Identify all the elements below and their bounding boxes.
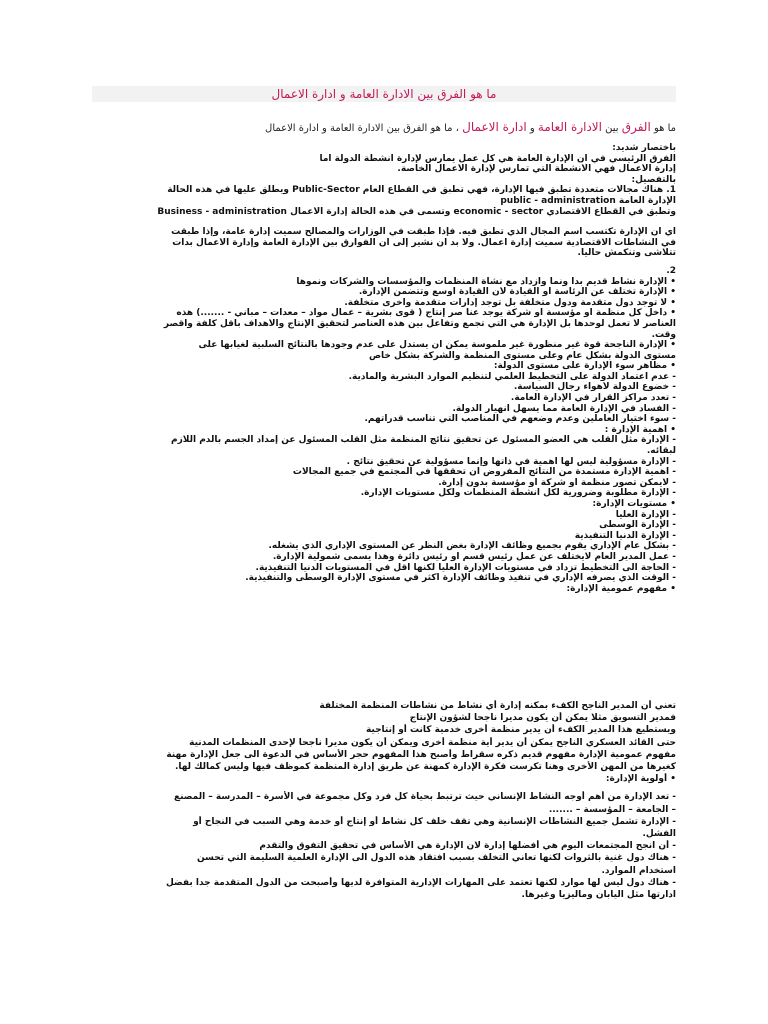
text-line: - الوقت الذي يصرفه الإداري في تنفيذ وظائف الإدارة أكثر في مستوى الإدارة الوسطى والتنفيذية. (245, 573, 676, 584)
text-line: استخدام الموارد. (601, 865, 676, 876)
subtitle (92, 120, 676, 136)
text-line: • أهمية الإدارة : (604, 424, 676, 435)
text-line: ادارتها مثل اليابان وماليزيا وغيرها. (521, 890, 676, 901)
text-line: - الإدارة الدنيا التنفيذية (574, 530, 676, 541)
text-line: - تعدد مراكز القرار في الإدارة العامة. (510, 393, 676, 404)
text-line: • لا توجد دول متقدمة ودول متخلفة بل توجد إدارات متقدمة وأخرى متخلفة. (344, 297, 676, 308)
section-naming (92, 227, 676, 259)
text-line: حتى القائد العسكري الناجح يمكن أن يدير أية منظمة أخرى ويمكن أن يكون مديرا ناجحا لإحدى المنظمات المدنية (189, 737, 676, 748)
section-details (92, 266, 676, 594)
text-line: - الإدارة العليا (615, 509, 676, 520)
text-line: مستوى الدولة بشكل عام وعلى مستوى المنظمة والشركة بشكل خاص (368, 350, 676, 361)
text-line: - أن انجح المجتمعات اليوم هي أفضلها إدارة لان الإدارة هي الأساس في تحقيق التفوق والتقدم (259, 841, 676, 852)
text-line: - الإدارة تشمل جميع النشاطات الإنسانية وهي تقف خلف كل نشاط أو إنتاج أو خدمة وهي السبب في النجاح أو (193, 816, 676, 827)
text-line: - الإدارة مسؤولية ليس لها أهمية في ذاتها وإنما مسؤولية عن تحقيق نتائج . (346, 456, 676, 467)
text-line: - بشكل عام الإداري يقوم بجميع وظائف الإدارة بغض النظر عن المستوى الإداري الذي يشغله. (268, 541, 676, 552)
article-body-continued (92, 700, 676, 901)
subtitle-prefix: ما هو (653, 123, 676, 134)
text-line: - الإدارة مثل القلب هي العضو المسئول عن تحقيق نتائج المنظمة مثل القلب المسئول عن إمداد الجسم بالدم اللازم (170, 435, 676, 446)
text-line: ويستطيع هذا المدير الكفء أن يدير منظمة أخرى خدمية كانت أو إنتاجية (365, 725, 676, 736)
text-line: - الإدارة مطلوبة وضرورية لكل أنشطة المنظمات ولكل مستويات الإدارة. (360, 488, 676, 499)
text-line: الإدارة العامة public - administration (500, 195, 676, 206)
text-line: • داخل كل منظمة أو مؤسسة أو شركة يوجد عنا صر إنتاج ( قوى بشرية – عمال مواد – معدات – مباني - .......) هذه (176, 308, 676, 319)
text-line: وتطبق في القطاع الاقتصادي economic - sector وتسمى في هذه الحالة إدارة الأعمال Business - administration (157, 206, 676, 217)
text-line: • مفهوم عمومية الإدارة: (566, 583, 676, 594)
text-line: باختصار شديد: (612, 143, 676, 153)
text-line: - خضوع الدولة لأهواء رجال السياسة. (513, 382, 676, 393)
section-summary (92, 143, 676, 217)
text-line: - الفساد في الإدارة العامة مما يسهل انهيار الدولة. (452, 403, 676, 414)
text-line: وقت. (651, 329, 676, 340)
subtitle-suffix: ، ما هو الفرق بين الادارة العامة و ادارة الاعمال (265, 123, 459, 134)
text-line: 1. هناك مجالات متعددة تطبق فيها الإدارة، فهي تطبق في القطاع العام Public-Sector ويطلق عليها في هذه الحالة (167, 185, 676, 196)
text-line: • الإدارة نشاط قديم بدأ ونما وازداد مع نشأة المنظمات والمؤسسات والشركات ونموها (296, 276, 676, 287)
text-line: - أهمية الإدارة مستمدة من النتائج المفروض أن تحققها في المجتمع في جميع المجالات (292, 467, 676, 478)
section-generality (92, 700, 676, 901)
text-line: بالتفصيل: (631, 174, 676, 185)
text-line: - لايمكن تصور منظمة أو شركة أو مؤسسة بدون إدارة. (438, 477, 676, 488)
text-line: الفشل. (642, 829, 676, 840)
text-line: - الإدارة الوسطى (599, 520, 676, 531)
text-line: - الحاجة الى التخطيط تزداد في مستويات الإدارة العليا لكنها اقل في المستويات الدنيا التنفيذية. (255, 562, 676, 573)
text-line: الفرق الرئيسي في أن الإدارة العامة هي كل عمل يمارس لإدارة أنشطة الدولة أما (319, 153, 676, 164)
subtitle-link-difference[interactable]: الفرق (621, 120, 651, 134)
text-line: إدارة الأعمال فهي الأنشطة التي تمارس لإدارة الأعمال الخاصة. (397, 164, 676, 175)
text-line: 2. (666, 265, 676, 276)
text-line: • مظاهر سوء الإدارة على مستوى الدولة: (493, 361, 676, 372)
text-line: كغيرها من المهن الأخرى وهنا تكرست فكرة الإدارة كمهنة عن طريق إدارة المنظمة كموظف فيها وليس كمالك لها. (174, 762, 676, 773)
page-title: ما هو الفرق بين الادارة العامة و ادارة الاعمال (92, 86, 676, 102)
text-line: تعني أن المدير الناجح الكفء بمكنه إدارة أي نشاط من نشاطات المنظمة المختلفة (319, 701, 676, 711)
text-line: فمدير التسويق مثلا يمكن أن يكون مديرا ناجحا لشؤون الإنتاج (409, 713, 676, 724)
subtitle-link-business-admin[interactable]: ادارة الاعمال (462, 120, 527, 134)
text-line: لبقائه. (646, 446, 676, 457)
subtitle-mid1: بين (605, 123, 619, 134)
text-line: - تعد الإدارة من أهم أوجه النشاط الإنساني حيث ترتبط بحياة كل فرد وكل مجموعة في الأسرة – المدرسة – المصنع (173, 792, 676, 803)
subtitle-mid2: و (529, 123, 535, 134)
text-line: العناصر لا تعمل لوحدها بل الإدارة هي التي تجمع وتفاعل بين هذه العناصر لتحقيق الإنتاج والأهداف بأقل كلفة واقصر (163, 318, 676, 329)
text-line: – الجامعة – المؤسسة – ....... (548, 804, 676, 815)
text-line: • الإدارة تختلف عن الرئاسة أو القيادة لأن القيادة أوسع وتتضمن الإدارة. (358, 287, 676, 298)
article-body (92, 143, 676, 594)
text-line: • مستويات الإدارة: (592, 499, 676, 509)
text-line: مفهوم عمومية الإدارة مفهوم قديم ذكره سقراط وأصبح هذا المفهوم حجر الأساس في الدعوة الى جعل الإدارة مهنة (166, 749, 676, 760)
text-line: أي أن الإدارة تكتسب اسم المجال الذي تطبق فيه. فإذا طبقت في الوزارات والمصالح سميت إدارة عامة، وإذا طبقت (171, 227, 676, 238)
text-line: - عدم اعتماد الدولة على التخطيط العلمي لتنظيم الموارد البشرية والمادية. (348, 371, 676, 382)
text-line: • أولوية الإدارة: (605, 774, 676, 785)
text-line: • الإدارة الناجحة قوة غير منظورة غير ملموسة يمكن أن يستدل على عدم وجودها بالنتائج السلبية لغيابها على (198, 340, 676, 351)
text-line: تتلاشى وتنكمش حاليا. (577, 248, 676, 259)
text-line: - هناك دول ليس لها موارد لكنها تعتمد على المهارات الإدارية المتوافرة لديها وأصبحت من الدول المتقدمة جدا بفضل (165, 877, 676, 888)
text-line: - سوء اختيار العاملين وعدم وضعهم في المناصب التي تناسب قدراتهم. (364, 414, 676, 425)
subtitle-link-public-admin[interactable]: الادارة العامة (537, 120, 602, 134)
text-line: - هناك دول غنية بالثروات لكنها تعاني التخلف بسبب افتقاد هذه الدول الى الإدارة العلمية السليمة التي تحسن (196, 853, 676, 864)
text-line: في النشاطات الاقتصادية سميت إدارة أعمال. ولا بد أن نشير إلى أن الفوارق بين الإدارة العامة وإدارة الأعمال بدأت (172, 237, 676, 248)
text-line: - عمل المدير العام لايختلف عن عمل رئيس قسم أو رئيس دائرة وهذا يسمى شمولية الإدارة. (272, 551, 676, 562)
